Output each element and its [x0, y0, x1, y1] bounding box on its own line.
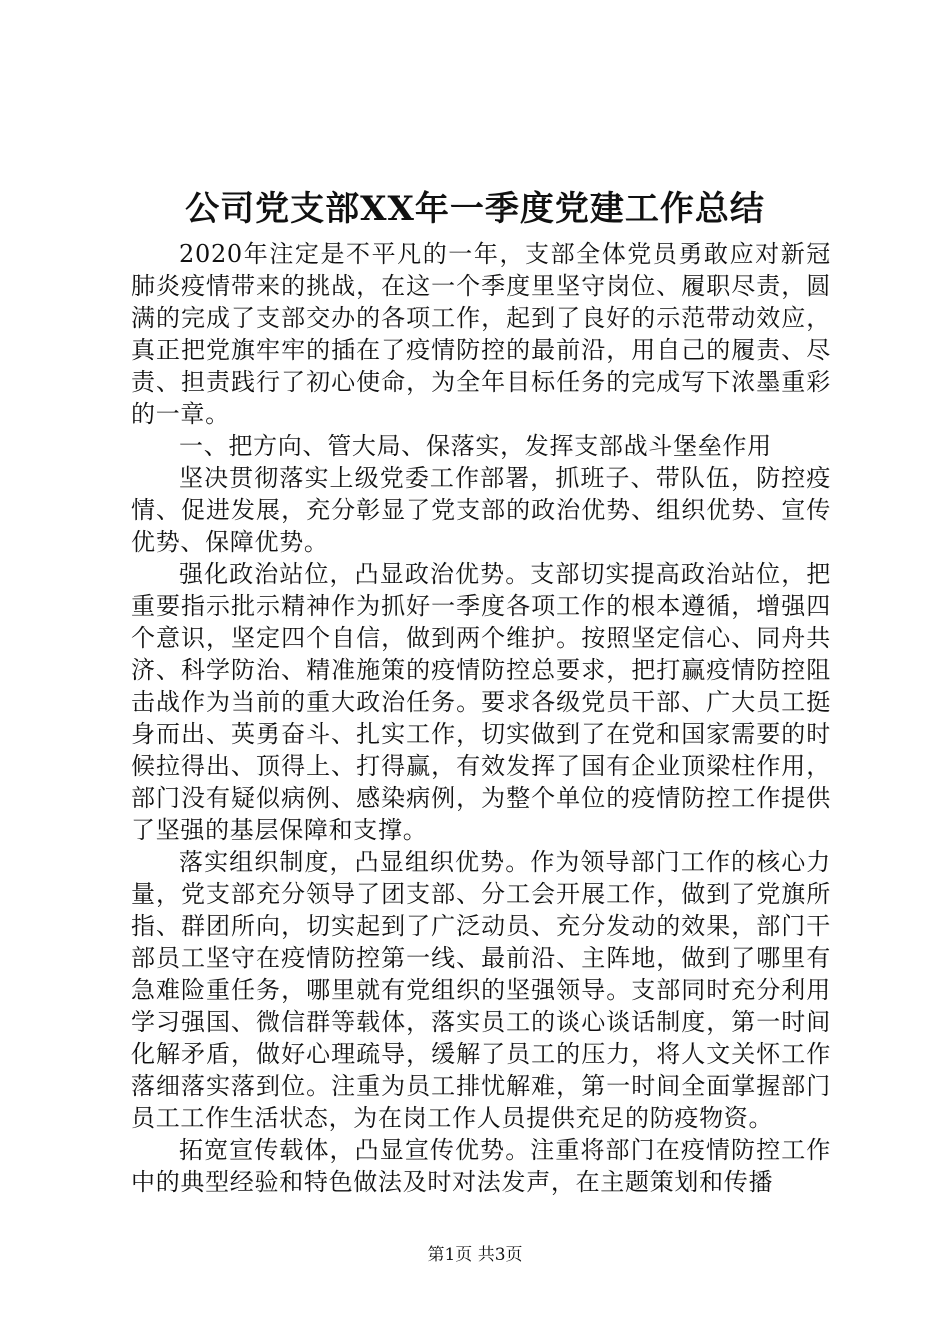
paragraph-section-1-summary: 坚决贯彻落实上级党委工作部署，抓班子、带队伍，防控疫情、促进发展，充分彰显了党支部的政治优势、组织优势、宣传优势、保障优势。 — [131, 464, 831, 556]
document-body — [131, 238, 831, 1198]
paragraph-organization-advantage: 落实组织制度，凸显组织优势。作为领导部门工作的核心力量，党支部充分领导了团支部、分工会开展工作，做到了党旗所指、群团所向，切实起到了广泛动员、充分发动的效果，部门干部员工坚守在疫情防控第一线、最前沿、主阵地，做到了哪里有急难险重任务，哪里就有党组织的坚强领导。支部同时充分利用学习强国、微信群等载体，落实员工的谈心谈话制度，第一时间化解矛盾，做好心理疏导，缓解了员工的压力，将人文关怀工作落细落实落到位。注重为员工排忧解难，第一时间全面掌握部门员工工作生活状态，为在岗工作人员提供充足的防疫物资。 — [131, 848, 831, 1132]
document-title: 公司党支部XX年一季度党建工作总结 — [185, 189, 765, 229]
section-heading-1: 一、把方向、管大局、保落实，发挥支部战斗堡垒作用 — [179, 432, 772, 460]
page-number-footer: 第1页 共3页 — [427, 1245, 523, 1265]
paragraph-intro: 2020年注定是不平凡的一年，支部全体党员勇敢应对新冠肺炎疫情带来的挑战，在这一个季度里坚守岗位、履职尽责，圆满的完成了支部交办的各项工作，起到了良好的示范带动效应，真正把党旗牢牢的插在了疫情防控的最前沿，用自己的履责、尽责、担责践行了初心使命，为全年目标任务的完成写下浓墨重彩的一章。 — [131, 240, 831, 428]
paragraph-publicity-advantage: 拓宽宣传载体，凸显宣传优势。注重将部门在疫情防控工作中的典型经验和特色做法及时对法发声，在主题策划和传播 — [131, 1136, 831, 1196]
paragraph-political-advantage: 强化政治站位，凸显政治优势。支部切实提高政治站位，把重要指示批示精神作为抓好一季度各项工作的根本遵循，增强四个意识，坚定四个自信，做到两个维护。按照坚定信心、同舟共济、科学防治、精准施策的疫情防控总要求，把打赢疫情防控阻击战作为当前的重大政治任务。要求各级党员干部、广大员工挺身而出、英勇奋斗、扎实工作，切实做到了在党和国家需要的时候拉得出、顶得上、打得赢，有效发挥了国有企业顶梁柱作用，部门没有疑似病例、感染病例，为整个单位的疫情防控工作提供了坚强的基层保障和支撑。 — [131, 560, 831, 844]
